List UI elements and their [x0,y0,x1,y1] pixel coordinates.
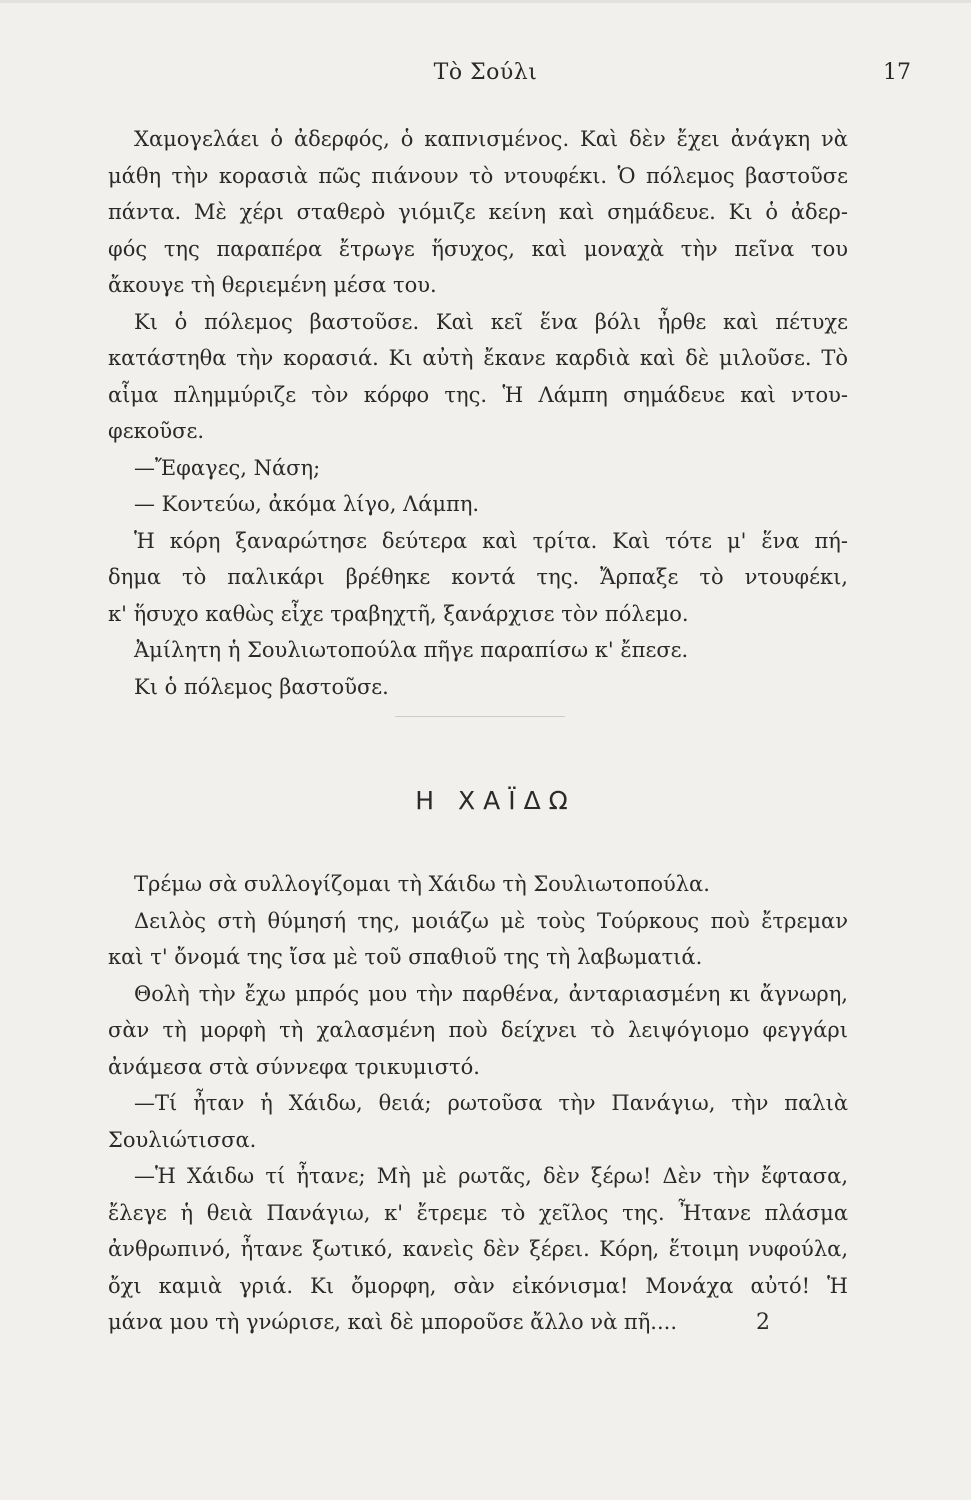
text-line: ἄκουγε τὴ θεριεμένη μέσα του. [108,273,437,297]
text-line: φεκοῦσε. [108,419,205,443]
text-line: Ἀμίλητη ἡ Σουλιωτοπούλα πῆγε παραπίσω κ' ἔπεσε. [134,638,689,662]
text-block-continuation [108,121,848,705]
text-line: αἷμα πλημμύριζε τὸν κόρφο της. Ἡ Λάμπη σημάδευε καὶ ντου- [108,382,848,407]
text-line: δημα τὸ παλικάρι βρέθηκε κοντά της. Ἄρπαξε τὸ ντουφέκι, [108,565,848,589]
text-line: Δειλὸς στὴ θύμησή της, μοιάζω μὲ τοὺς Τούρκους ποὺ ἔτρεμαν [134,908,848,933]
text-line: Θολὴ τὴν ἔχω μπρός μου τὴν παρθένα, ἀνταριασμένη κι ἄγνωρη, [134,981,848,1006]
text-line: Τρέμω σὰ συλλογίζομαι τὴ Χάιδω τὴ Σουλιωτοπούλα. [134,872,710,896]
text-line: Κι ὁ πόλεμος βαστοῦσε. [134,674,389,699]
running-title: Τὸ Σούλι [433,60,538,85]
dialogue-line: —Ἡ Χάιδω τί ἦτανε; Μὴ μὲ ρωτᾶς, δὲν ξέρω! Δὲν τὴν ἔφτασα, [134,1164,848,1188]
page-top-edge [0,0,971,3]
text-line: ἔλεγε ἡ θειὰ Πανάγιω, κ' ἔτρεμε τὸ χεῖλος της. Ἦτανε πλάσμα [108,1200,848,1225]
text-line: μάθη τὴν κορασιὰ πῶς πιάνουν τὸ ντουφέκι. Ὁ πόλεμος βαστοῦσε [108,163,848,188]
text-line: μάνα μου τὴ γνώρισε, καὶ δὲ μποροῦσε ἄλλο νὰ πῆ.... [108,1310,678,1334]
text-line: κατάστηθα τὴν κορασιά. Κι αὐτὴ ἔκανε καρδιὰ καὶ δὲ μιλοῦσε. Τὸ [108,346,848,370]
text-line: σὰν τὴ μορφὴ τὴ χαλασμένη ποὺ δείχνει τὸ λειψόγιομο φεγγάρι [108,1018,848,1042]
signature-mark: 2 [756,1310,770,1335]
dialogue-line: —Τί ἦταν ἡ Χάιδω, θειά; ρωτοῦσα τὴν Πανάγιω, τὴν παλιὰ [134,1091,848,1115]
text-line: πάντα. Μὲ χέρι σταθερὸ γιόμιζε κείνη καὶ σημάδευε. Κι ὁ ἀδερ- [108,200,848,224]
text-line: φός της παραπέρα ἔτρωγε ἥσυχος, καὶ μοναχὰ τὴν πεῖνα του [108,236,848,261]
text-line: Σουλιώτισσα. [108,1127,257,1152]
running-header [60,60,911,100]
text-line: ἀνάμεσα στὰ σύννεφα τρικυμιστό. [108,1054,480,1079]
text-line: ὄχι καμιὰ γριά. Κι ὄμορφη, σὰν εἰκόνισμα! Μονάχα αὐτό! Ἡ [108,1273,848,1298]
text-line: καὶ τ' ὄνομά της ἴσα μὲ τοῦ σπαθιοῦ της τὴ λαβωματιά. [108,945,703,969]
text-line: Κι ὁ πόλεμος βαστοῦσε. Καὶ κεῖ ἕνα βόλι ἦρθε καὶ πέτυχε [134,309,848,334]
text-line: κ' ἥσυχο καθὼς εἶχε τραβηχτῆ, ξανάρχισε τὸν πόλεμο. [108,601,689,626]
dialogue-line: — Κοντεύω, ἀκόμα λίγο, Λάμπη. [134,492,480,516]
page-number: 17 [883,60,911,85]
section-divider [395,716,565,717]
text-line: Ἡ κόρη ξαναρώτησε δεύτερα καὶ τρίτα. Καὶ τότε μ' ἕνα πή- [134,528,848,553]
section-title: Η ΧΑΪΔΩ [415,786,576,815]
dialogue-line: —Ἔφαγες, Νάση; [134,455,321,480]
text-line: Χαμογελάει ὁ ἀδερφός, ὁ καπνισμένος. Καὶ δὲν ἔχει ἀνάγκη νὰ [134,127,848,151]
text-block-chaido [108,866,848,1341]
text-line: ἀνθρωπινό, ἦτανε ξωτικό, κανεὶς δὲν ξέρει. Κόρη, ἕτοιμη νυφούλα, [108,1237,848,1261]
